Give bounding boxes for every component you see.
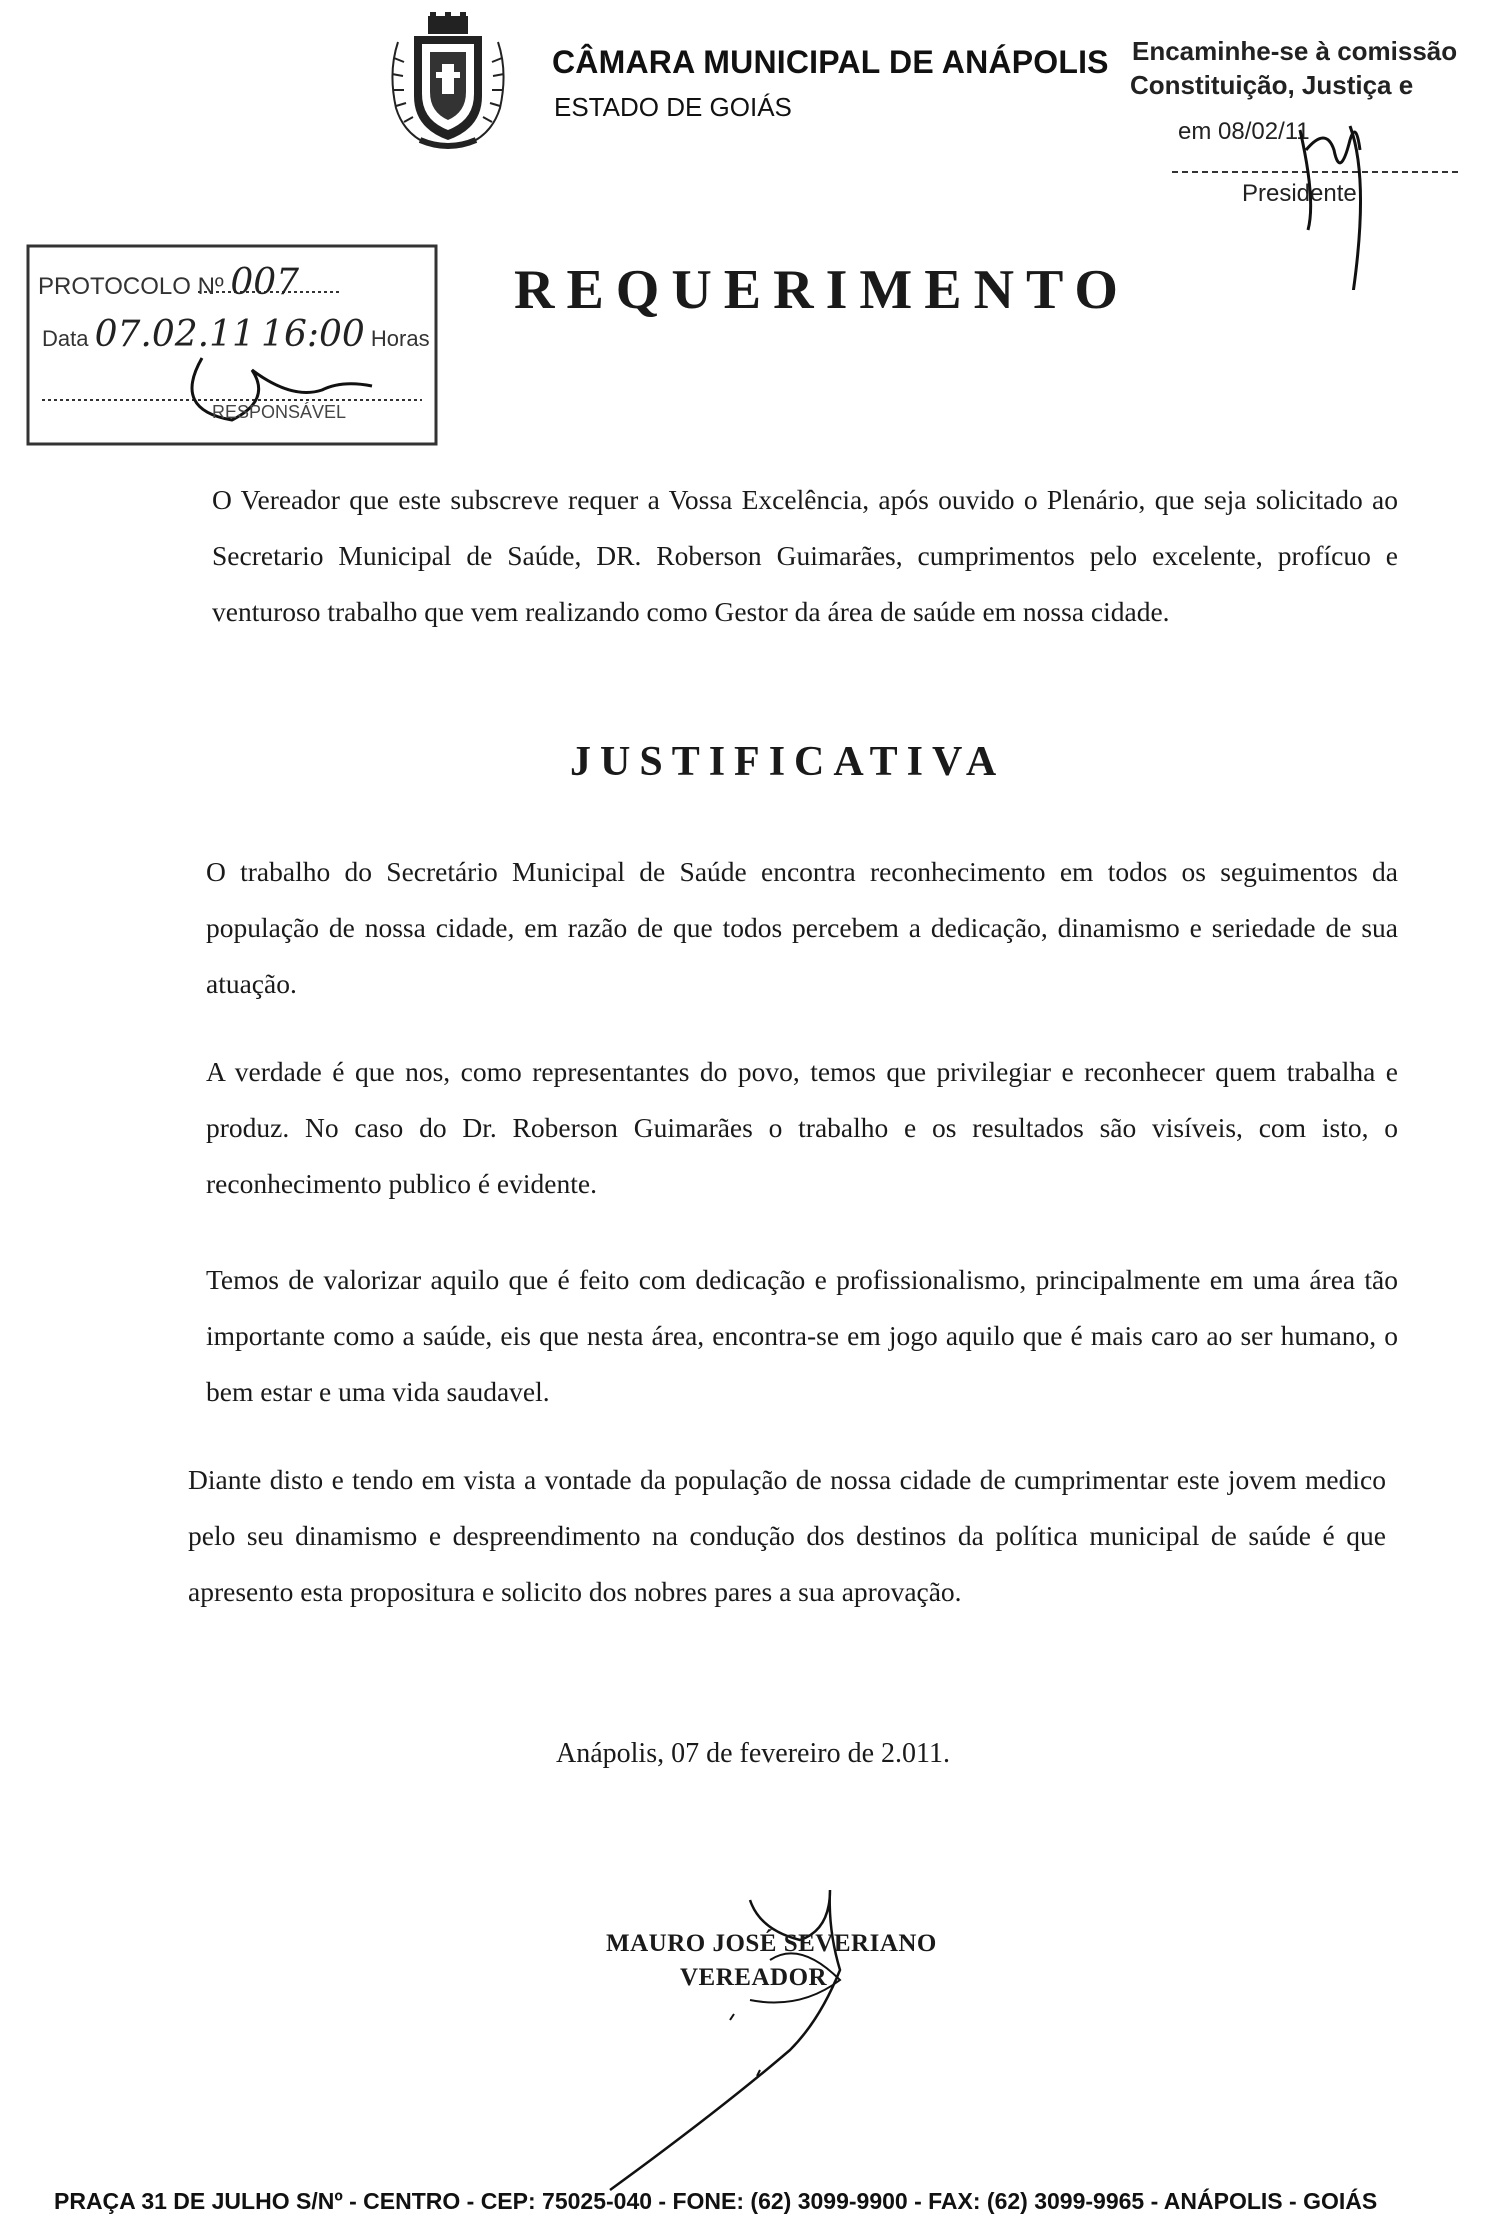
date-line: Anápolis, 07 de fevereiro de 2.011. <box>556 1738 950 1769</box>
justification-paragraph-1: O trabalho do Secretário Municipal de Saúde encontra reconhecimento em todos os seguimentos da população de nossa cidade, em razão de que todos percebem a dedicação, dinamismo e seriedade de sua atuação. <box>206 856 1398 999</box>
signer-name: MAURO JOSÉ SEVERIANO <box>606 1930 937 1957</box>
coat-of-arms-icon <box>384 12 512 154</box>
justification-paragraph-4: Diante disto e tendo em vista a vontade da população de nossa cidade de cumprimentar este jovem medico pelo seu dinamismo e despreendimento na condução dos destinos da política municipal de saúde é que apresento esta propositura e solicito dos nobres pares a sua aprovação. <box>188 1464 1386 1607</box>
footer-address: PRAÇA 31 DE JULHO S/Nº - CENTRO - CEP: 75025-040 - FONE: (62) 3099-9900 - FAX: (62) 3099-9965 - ANÁPOLIS - GOIÁS <box>54 2188 1378 2214</box>
protocol-time-label: Horas <box>370 326 430 351</box>
org-name: CÂMARA MUNICIPAL DE ANÁPOLIS <box>552 44 1109 80</box>
protocol-signature-caption: RESPONSÁVEL <box>212 402 347 422</box>
protocol-date-row <box>42 314 430 355</box>
dispatch-line-1: Encaminhe-se à comissão <box>1132 36 1458 66</box>
request-paragraph: O Vereador que este subscreve requer a Vossa Excelência, após ouvido o Plenário, que seja solicitado ao Secretario Municipal de Saúde, DR. Roberson Guimarães, cumprimentos pelo excelente, profícuo e venturoso trabalho que vem realizando como Gestor da área de saúde em nossa cidade. <box>212 484 1398 627</box>
protocol-date: 07.02.11 <box>94 314 255 355</box>
protocol-stamp <box>22 240 442 450</box>
protocol-date-label: Data <box>42 326 89 351</box>
protocol-number-row <box>38 262 299 303</box>
dispatch-role: Presidente <box>1242 180 1357 207</box>
protocol-number: 007 <box>230 262 300 303</box>
dispatch-stamp <box>1120 30 1460 290</box>
signature-icon <box>600 1870 960 2200</box>
justification-paragraph-2: A verdade é que nos, como representantes do povo, temos que privilegiar e reconhecer quem trabalha e produz. No caso do Dr. Roberson Guimarães o trabalho e os resultados são visíveis, com isto, o reconhecimento publico é evidente. <box>206 1056 1398 1199</box>
dispatch-date: em 08/02/11 <box>1178 118 1310 145</box>
protocol-time: 16:00 <box>261 314 365 355</box>
justification-paragraph-3: Temos de valorizar aquilo que é feito com dedicação e profissionalismo, principalmente em uma área tão importante como a saúde, eis que nesta área, encontra-se em jogo aquilo que é mais caro ao ser humano, o bem estar e uma vida saudavel. <box>206 1264 1398 1407</box>
document-title: REQUERIMENTO <box>514 259 1130 321</box>
protocol-label: PROTOCOLO Nº <box>38 273 224 300</box>
dispatch-line-2: Constituição, Justiça e <box>1130 70 1414 100</box>
dispatch-signature-icon <box>1120 30 1460 290</box>
signer-role: VEREADOR <box>680 1964 828 1991</box>
justification-title: JUSTIFICATIVA <box>570 739 1006 785</box>
org-state: ESTADO DE GOIÁS <box>554 92 792 122</box>
